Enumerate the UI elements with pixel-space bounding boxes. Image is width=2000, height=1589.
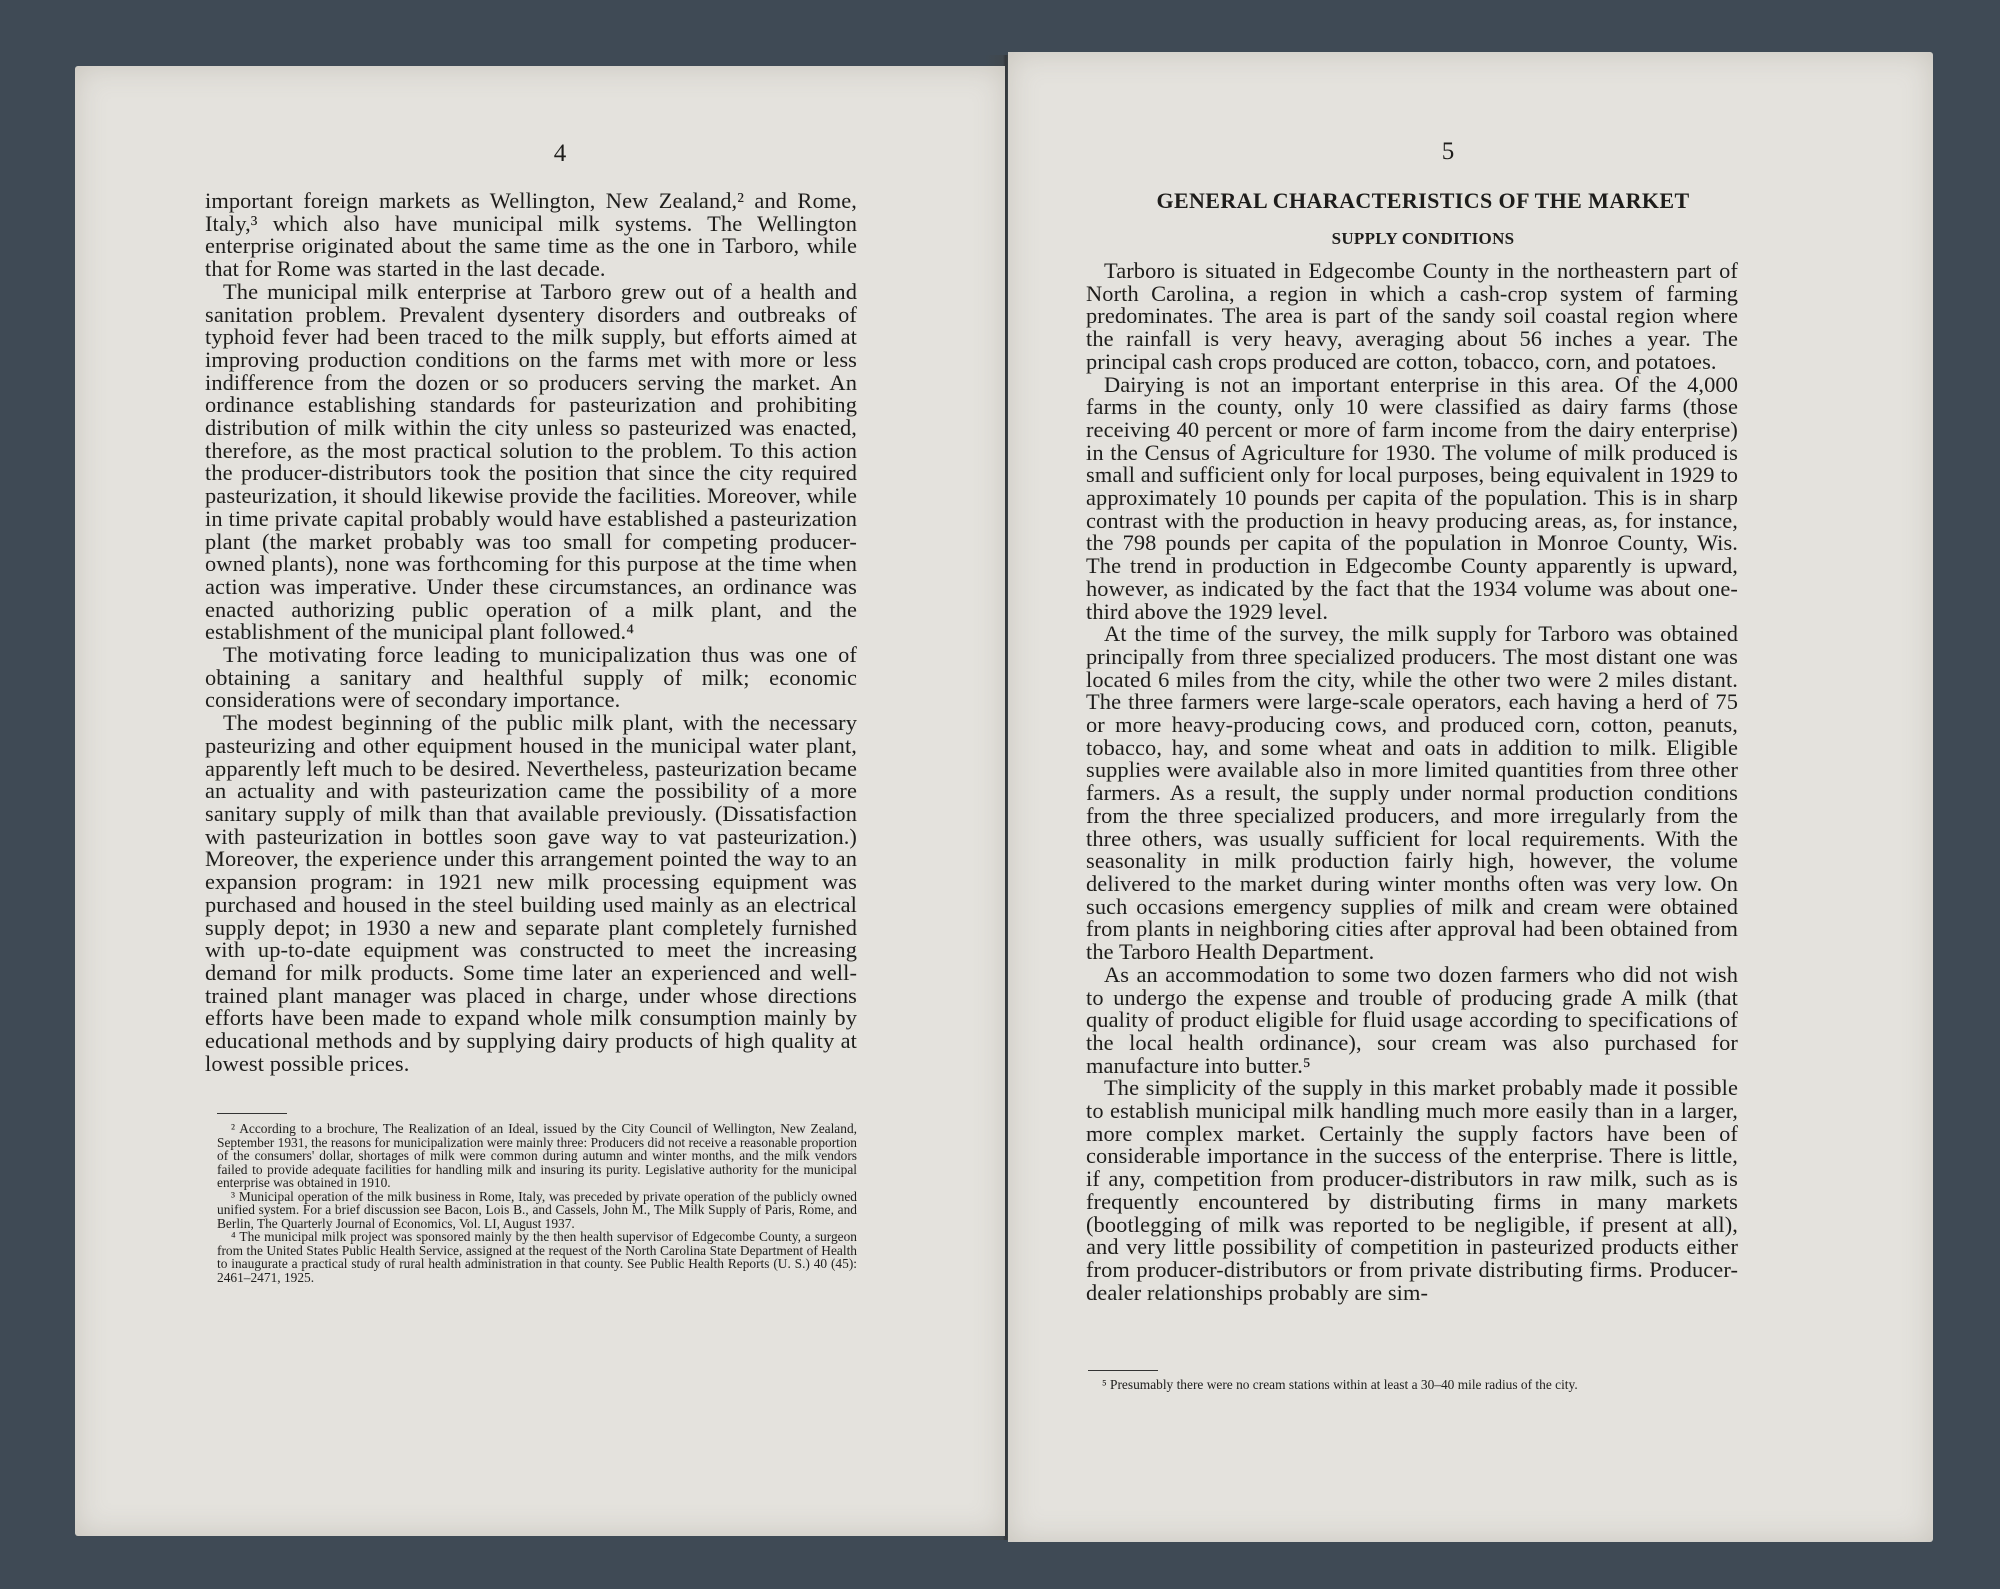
section-heading: GENERAL CHARACTERISTICS OF THE MARKET (1156, 188, 1690, 213)
right-page (1008, 52, 1933, 1542)
paragraph: The modest beginning of the public milk plant, with the necessary pasteurizing and other equipment housed in the municipal water plant, apparently left much to be desired. Nevertheless, pasteurization became an actuality and with pasteurization came the possibility of a more sanitary supply of milk than that available previously. (Dissatisfaction with pasteurization in bottles soon gave way to vat pasteurization.) Moreover, the experience under this arrangement pointed the way to an expansion program: in 1921 new milk processing equipment was purchased and housed in the steel building used mainly as an electrical supply depot; in 1930 a new and separate plant completely furnished with up-to-date equipment was constructed to meet the increasing demand for milk products. Some time later an experienced and well-trained plant manager was placed in charge, under whose directions efforts have been made to expand whole milk consumption mainly by educational methods and by supplying dairy products of high quality at lowest possible prices. (205, 710, 857, 1076)
paragraph: The simplicity of the supply in this market probably made it possible to establish municipal milk handling much more easily than in a larger, more complex market. Certainly the supply factors have been of considerable importance in the success of the enterprise. There is little, if any, competition from producer-distributors in raw milk, such as is frequently encountered by distributing firms in many markets (bootlegging of milk was reported to be negligible, if present at all), and very little possibility of competition in pasteurized products either from producer-distributors or from private distributing firms. Producer-dealer relationships probably are sim- (1086, 1075, 1738, 1305)
paragraph: The municipal milk enterprise at Tarboro grew out of a health and sanitation problem. Prevalent dysentery disorders and outbreaks of typhoid fever had been traced to the milk supply, but efforts aimed at improving production conditions on the farms met with more or less indifference from the dozen or so producers serving the market. An ordinance establishing standards for pasteurization and prohibiting distribution of milk within the city unless so pasteurized was enacted, therefore, as the most practical solution to the problem. To this action the producer-distributors took the position that since the city required pasteurization, it should likewise provide the facilities. Moreover, while in time private capital probably would have established a pasteurization plant (the market probably was too small for competing producer-owned plants), none was forthcoming for this purpose at the time when action was imperative. Under these circumstances, an ordinance was enacted authorizing public operation of a milk plant, and the establishment of the municipal plant followed.⁴ (205, 278, 857, 645)
right-footnotes (1088, 1378, 1738, 1392)
left-page (75, 66, 1005, 1536)
page-number: 4 (553, 140, 567, 167)
paragraph: The motivating force leading to municipalization thus was one of obtaining a sanitary and healthful supply of milk; economic considerations were of secondary importance. (205, 642, 857, 713)
footnote: ³ Municipal operation of the milk business in Rome, Italy, was preceded by private operation of the publicly owned unified system. For a brief discussion see Bacon, Lois B., and Cassels, John M., The Milk Supply of Paris, Rome, and Berlin, The Quarterly Journal of Economics, Vol. LI, August 1937. (217, 1188, 857, 1231)
left-footnotes (217, 1122, 857, 1284)
right-body-text (1086, 260, 1738, 1304)
footnote-rule (217, 1113, 287, 1114)
page-number: 5 (1441, 138, 1455, 165)
paragraph: At the time of the survey, the milk supply for Tarboro was obtained principally from three specialized producers. The most distant one was located 6 miles from the city, while the other two were 2 miles distant. The three farmers were large-scale operators, each having a herd of 75 or more heavy-producing cows, and produced corn, cotton, peanuts, tobacco, hay, and some wheat and oats in addition to milk. Eligible supplies were available also in more limited quantities from three other farmers. As a result, the supply under normal production conditions from the three specialized producers, and more irregularly from the three others, was usually sufficient for local requirements. With the seasonality in milk production fairly high, however, the volume delivered to the market during winter months often was very low. On such occasions emergency supplies of milk and cream were obtained from plants in neighboring cities after approval had been obtained from the Tarboro Health Department. (1086, 621, 1738, 965)
subsection-heading: SUPPLY CONDITIONS (1331, 229, 1515, 248)
footnote: ⁵ Presumably there were no cream stations within at least a 30–40 mile radius of the city. (1102, 1377, 1578, 1392)
footnote: ² According to a brochure, The Realization of an Ideal, issued by the City Council of Wellington, New Zealand, September 1931, the reasons for municipalization were mainly three: Producers did not receive a reasonable proportion of the consumers' dollar, shortages of milk were common during autumn and winter months, and the milk vendors failed to provide adequate facilities for handling milk and insuring its purity. Legislative authority for the municipal enterprise was obtained in 1910. (217, 1121, 857, 1190)
footnote-rule (1088, 1370, 1158, 1371)
footnote: ⁴ The municipal milk project was sponsored mainly by the then health supervisor of Edgecombe County, a surgeon from the United States Public Health Service, assigned at the request of the North Carolina State Department of Health to inaugurate a practical study of rural health administration in that county. See Public Health Reports (U. S.) 40 (45): 2461–2471, 1925. (217, 1229, 857, 1285)
paragraph: As an accommodation to some two dozen farmers who did not wish to undergo the expense and trouble of producing grade A milk (that quality of product eligible for fluid usage according to specifications of the local health ordinance), sour cream was also purchased for manufacture into butter.⁵ (1086, 961, 1738, 1078)
left-body-text (205, 190, 857, 1075)
paragraph: important foreign markets as Wellington, New Zealand,² and Rome, Italy,³ which also have municipal milk systems. The Wellington enterprise originated about the same time as the one in Tarboro, while that for Rome was started in the last decade. (205, 188, 857, 282)
paragraph: Tarboro is situated in Edgecombe County in the northeastern part of North Carolina, a region in which a cash-crop system of farming predominates. The area is part of the sandy soil coastal region where the rainfall is very heavy, averaging about 56 inches a year. The principal cash crops produced are cotton, tobacco, corn, and potatoes. (1086, 258, 1738, 374)
paragraph: Dairying is not an important enterprise in this area. Of the 4,000 farms in the county, only 10 were classified as dairy farms (those receiving 40 percent or more of farm income from the dairy enterprise) in the Census of Agriculture for 1930. The volume of milk produced is small and sufficient only for local purposes, being equivalent in 1929 to approximately 10 pounds per capita of the population. This is in sharp contrast with the production in heavy producing areas, as, for instance, the 798 pounds per capita of the population in Monroe County, Wis. The trend in production in Edgecombe County apparently is upward, however, as indicated by the fact that the 1934 volume was about one-third above the 1929 level. (1086, 371, 1738, 624)
